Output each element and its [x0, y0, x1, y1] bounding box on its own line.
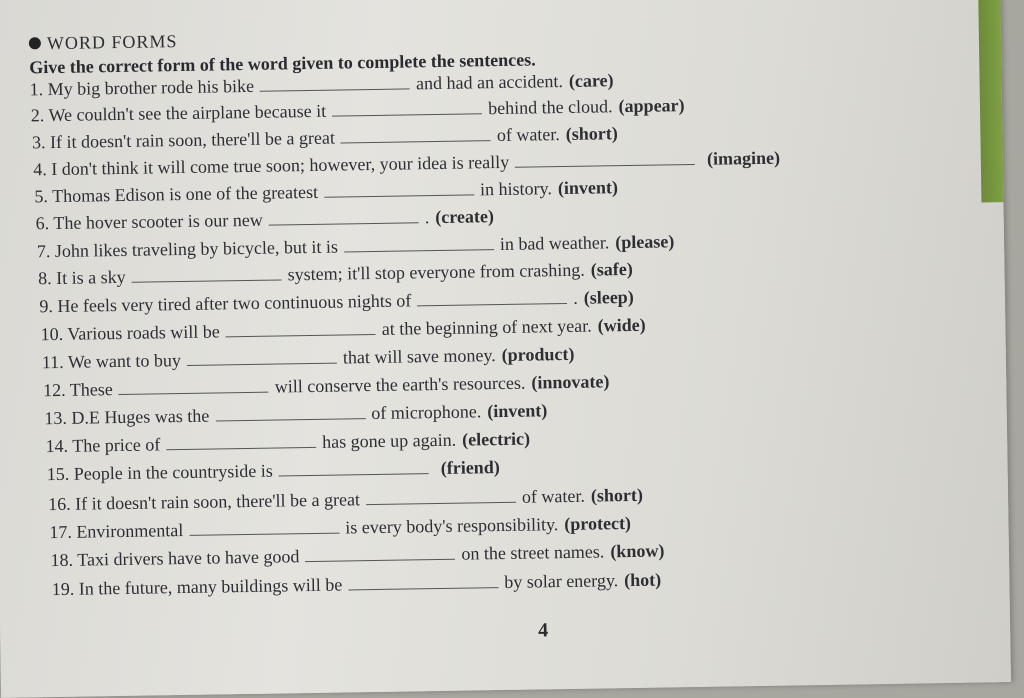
bullet-icon	[29, 37, 41, 49]
sentence-start: People in the countryside is	[74, 461, 273, 484]
sentence-end: of water.	[497, 124, 560, 145]
exercise-line	[52, 570, 662, 601]
section-heading	[29, 31, 178, 54]
sentence-start: Environmental	[76, 520, 183, 542]
sentence-start: It is a sky	[56, 267, 126, 288]
exercise-line	[40, 315, 645, 346]
word-hint: (friend)	[441, 457, 500, 478]
exercise-line	[50, 540, 664, 571]
sentence-start: We want to buy	[68, 350, 181, 372]
answer-blank[interactable]	[166, 433, 316, 450]
sentence-start: If it doesn't rain soon, there'll be a great	[75, 489, 360, 513]
exercise-line	[43, 371, 610, 401]
sentence-start: In the future, many buildings will be	[79, 575, 343, 599]
sentence-start: I don't think it will come true soon; however, your idea is really	[51, 152, 509, 179]
sentence-start: Thomas Edison is one of the greatest	[52, 182, 318, 206]
answer-blank[interactable]	[189, 519, 339, 536]
word-hint: (sleep)	[584, 287, 634, 308]
instruction-text: Give the correct form of the word given to complete the sentences.	[29, 49, 536, 78]
answer-blank[interactable]	[119, 378, 269, 395]
answer-blank[interactable]	[332, 99, 482, 116]
exercise-number: 16.	[48, 494, 75, 514]
exercise-line	[38, 259, 633, 289]
exercise-number: 18.	[50, 550, 77, 570]
exercise-line	[37, 231, 675, 262]
answer-blank[interactable]	[215, 404, 365, 421]
exercise-number: 13.	[44, 408, 71, 428]
exercise-number: 1.	[29, 79, 47, 99]
exercise-number: 15.	[47, 464, 74, 484]
exercise-line	[31, 95, 685, 126]
exercise-number: 4.	[33, 159, 51, 179]
word-hint: (care)	[569, 70, 614, 91]
sentence-end: .	[573, 288, 578, 308]
answer-blank[interactable]	[515, 150, 695, 168]
answer-blank[interactable]	[305, 545, 455, 562]
word-hint: (short)	[566, 123, 618, 144]
sentence-end: will conserve the earth's resources.	[275, 373, 526, 397]
exercise-number: 6.	[36, 213, 54, 233]
exercise-line	[32, 123, 618, 153]
sentence-start: John likes traveling by bicycle, but it is	[55, 237, 338, 261]
answer-blank[interactable]	[366, 488, 516, 505]
sentence-end: is every body's responsibility.	[345, 514, 558, 537]
sentence-start: Various roads will be	[67, 321, 220, 343]
sentence-start: D.E Huges was the	[71, 406, 209, 428]
sentence-start: My big brother rode his bike	[47, 76, 254, 99]
exercise-line	[34, 177, 618, 207]
word-hint: (invent)	[558, 177, 618, 198]
answer-blank[interactable]	[260, 74, 410, 91]
sentence-end: of water.	[522, 486, 585, 507]
word-hint: (create)	[435, 206, 494, 227]
sentence-end: of microphone.	[371, 401, 481, 423]
page-number: 4	[538, 619, 548, 642]
answer-blank[interactable]	[341, 126, 491, 143]
answer-blank[interactable]	[269, 208, 419, 225]
sentence-end: system; it'll stop everyone from crashing.	[287, 260, 584, 285]
exercise-line	[36, 206, 495, 234]
sentence-end: .	[425, 207, 430, 227]
exercise-line	[49, 513, 631, 543]
word-hint: (please)	[615, 231, 674, 252]
answer-blank[interactable]	[132, 265, 282, 282]
sentence-end: behind the cloud.	[488, 96, 613, 118]
exercise-line	[44, 400, 547, 429]
exercise-number: 7.	[37, 241, 55, 261]
exercise-number: 5.	[34, 186, 52, 206]
exercise-line	[42, 344, 575, 373]
exercise-number: 8.	[38, 268, 56, 288]
sentence-end: on the street names.	[461, 541, 604, 563]
word-hint: (innovate)	[531, 371, 609, 392]
exercise-number: 10.	[40, 324, 67, 344]
sentence-start: We couldn't see the airplane because it	[48, 101, 326, 125]
word-hint: (know)	[610, 540, 664, 561]
sentence-end: in bad weather.	[500, 232, 610, 254]
sentence-end: at the beginning of next year.	[382, 316, 592, 339]
word-hint: (short)	[591, 485, 643, 506]
answer-blank[interactable]	[417, 289, 567, 306]
exercise-number: 9.	[39, 296, 57, 316]
answer-blank[interactable]	[187, 349, 337, 366]
sentence-start: The hover scooter is our new	[53, 210, 263, 233]
exercise-number: 2.	[31, 105, 49, 125]
exercise-line	[47, 457, 500, 485]
word-hint: (protect)	[564, 513, 631, 534]
section-title: WORD FORMS	[47, 31, 178, 53]
word-hint: (invent)	[487, 400, 547, 421]
sentence-start: If it doesn't rain soon, there'll be a great	[50, 128, 335, 152]
exercise-number: 17.	[49, 522, 76, 542]
sentence-end: in history.	[480, 178, 552, 199]
exercise-number: 19.	[52, 579, 79, 599]
sentence-end: by solar energy.	[504, 570, 618, 592]
exercise-line	[39, 287, 634, 317]
exercise-number: 14.	[45, 436, 72, 456]
answer-blank[interactable]	[226, 320, 376, 337]
word-hint: (appear)	[618, 95, 684, 116]
sentence-start: These	[70, 379, 113, 400]
answer-blank[interactable]	[344, 235, 494, 252]
exercise-line	[33, 148, 780, 181]
exercise-number: 11.	[42, 352, 68, 372]
exercise-number: 3.	[32, 132, 50, 152]
answer-blank[interactable]	[279, 459, 429, 476]
exercise-line	[45, 429, 530, 458]
sentence-start: He feels very tired after two continuous nights of	[57, 290, 411, 316]
exercise-line	[48, 485, 643, 515]
sentence-end: that will save money.	[343, 345, 496, 367]
sentence-start: Taxi drivers have to have good	[77, 546, 299, 569]
answer-blank[interactable]	[348, 573, 498, 590]
word-hint: (product)	[502, 344, 575, 365]
word-hint: (imagine)	[707, 148, 780, 169]
sentence-end: has gone up again.	[322, 430, 456, 452]
word-hint: (electric)	[462, 429, 530, 450]
word-hint: (wide)	[598, 315, 646, 336]
sentence-start: The price of	[72, 434, 160, 455]
word-hint: (hot)	[624, 570, 661, 591]
exercise-number: 12.	[43, 380, 70, 400]
sentence-end: and had an accident.	[416, 71, 563, 93]
answer-blank[interactable]	[324, 180, 474, 197]
word-hint: (safe)	[591, 259, 633, 280]
